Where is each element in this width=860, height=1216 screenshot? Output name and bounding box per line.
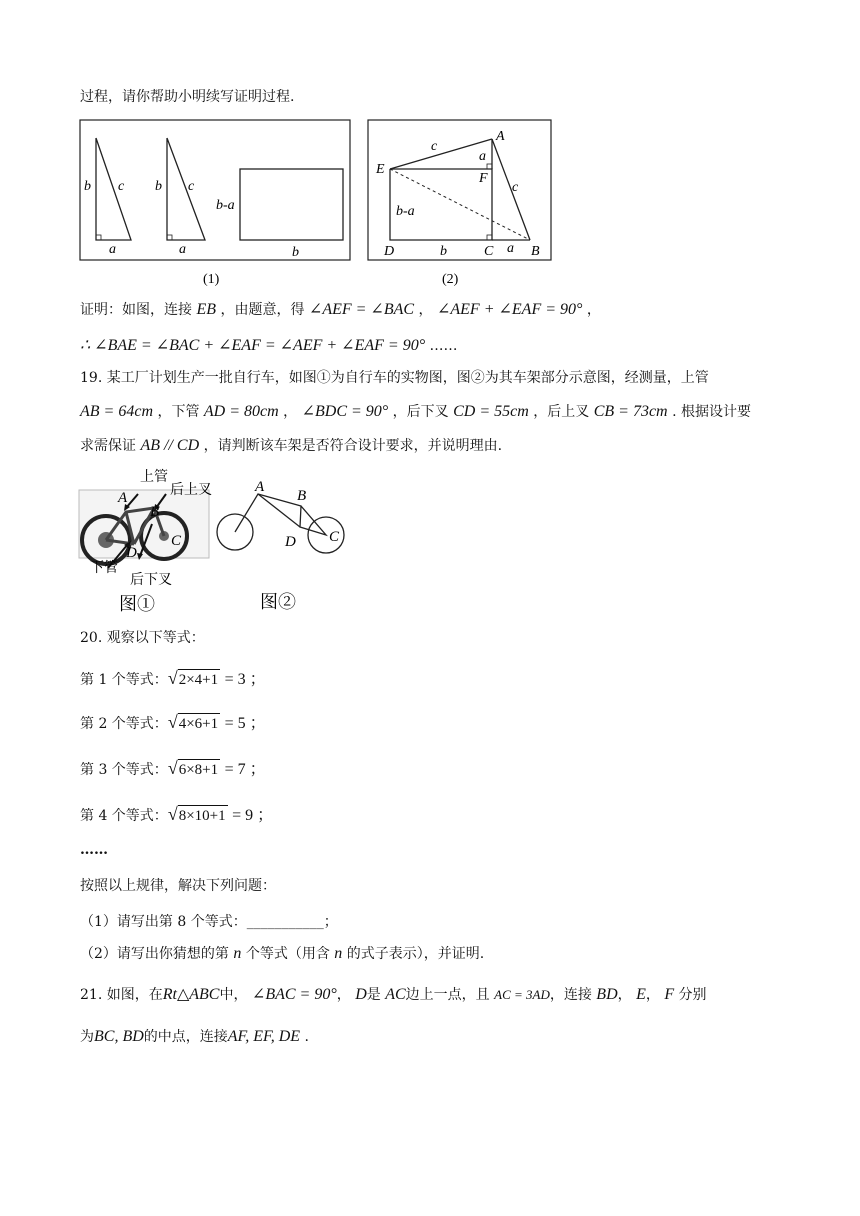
q20-p2a: （2）请写出你猜想的第: [80, 946, 229, 962]
photo-label-top-tube: 上管: [140, 470, 168, 485]
eq3-label: 第 3 个等式：: [80, 762, 168, 778]
q20-part1: （1）请写出第 8 个等式：___________；: [80, 914, 338, 930]
q21-bd: BD: [596, 986, 618, 1003]
q19-line3: [80, 436, 502, 456]
q19-ad: AD = 80cm: [203, 403, 279, 420]
q20-eq-2: 第 2 个等式：√4×6+1 = 5 ；: [80, 712, 266, 732]
q21-line2: [80, 1027, 309, 1047]
q21-e-var: E: [636, 986, 646, 1003]
q21-bcbd: BC, BD: [94, 1028, 144, 1045]
q21-line1: [80, 985, 707, 1005]
fig1-label-c-left: c: [118, 179, 125, 194]
q19-figures: [78, 464, 378, 616]
q20-dots: ……: [80, 842, 108, 858]
schematic-label-D: D: [285, 534, 296, 550]
q21-f-var: F: [664, 986, 675, 1003]
q21-d: D: [355, 986, 367, 1003]
eq2-result: = 5 ；: [224, 715, 266, 732]
eq1-label: 第 1 个等式：: [80, 672, 168, 688]
q21-l2a: 为: [80, 1029, 94, 1045]
q21-d-text: 是: [366, 987, 381, 1003]
figure1-rectangle: [240, 169, 343, 240]
fig1-label-a-left: a: [109, 242, 116, 257]
photo-label-C: C: [171, 533, 182, 549]
q19-ab: AB = 64cm: [80, 403, 153, 420]
q19-t2: ，: [283, 404, 298, 420]
proof-mid: ，由题意，得: [220, 302, 305, 318]
photo-label-rear-upper: 后上叉: [170, 483, 212, 498]
q20-eq-1: 第 1 个等式：√2×4+1 = 3 ；: [80, 668, 266, 688]
q20-part2: [80, 944, 484, 964]
q20-instruction: 按照以上规律，解决下列问题：: [80, 878, 276, 894]
proof-sep: ，: [418, 302, 433, 318]
fig2-label-C: C: [484, 244, 494, 259]
figure1-triangle-right: [167, 138, 205, 240]
q18-proof-line2: [80, 336, 458, 356]
q19-line2: [80, 402, 751, 422]
fig2-label-a-top: a: [479, 149, 486, 164]
figure1-triangle-left: [96, 138, 131, 240]
q19-t1: ，下管: [157, 404, 200, 420]
eq1-radicand: 2×4+1: [178, 669, 220, 690]
q21-g: ，: [617, 987, 632, 1003]
q21-afefde: AF, EF, DE: [227, 1028, 301, 1045]
q21-b: 中，: [219, 987, 248, 1003]
photo-label-rear-lower: 后下叉: [130, 573, 172, 588]
figure1-caption: (1): [203, 272, 220, 287]
q20-p2c: 的式子表示），并证明.: [346, 946, 485, 962]
fig2-label-c-right: c: [512, 180, 519, 195]
fig2-label-D: D: [384, 244, 395, 259]
proof-line2-math: ∴ ∠BAE = ∠BAC + ∠EAF = ∠AEF + ∠EAF = 90°: [80, 337, 426, 354]
q21-a: 21. 如图，在: [80, 987, 163, 1003]
proof-prefix: 证明：如图，连接: [80, 302, 192, 318]
fig2-label-A: A: [496, 129, 505, 144]
q20-eq-4: 第 4 个等式：√8×10+1 = 9 ；: [80, 804, 274, 824]
q19-line1: 19. 某工厂计划生产一批自行车，如图①为自行车的实物图，图②为其车架部分示意图，经测量，上管: [80, 370, 709, 386]
q21-l2c: .: [304, 1029, 309, 1045]
eq4-label: 第 4 个等式：: [80, 808, 168, 824]
q20-p2b: 个等式（用含: [245, 946, 330, 962]
q20-eq-3: 第 3 个等式：√6×8+1 = 7 ；: [80, 758, 266, 778]
q21-h: ，: [645, 987, 660, 1003]
fig1-label-a-right: a: [179, 242, 186, 257]
proof-eb: EB: [196, 301, 216, 318]
eq2-radicand: 4×6+1: [178, 713, 220, 734]
q21-c: ，: [336, 987, 351, 1003]
photo-label-D: D: [126, 545, 137, 561]
caption-figure1: 图①: [119, 594, 155, 614]
photo-label-down-tube: 下管: [90, 561, 118, 576]
schematic-frame: [235, 494, 326, 535]
caption-figure2: 图②: [260, 592, 296, 612]
proof-end: ，: [586, 302, 601, 318]
photo-label-A: A: [118, 490, 128, 506]
q18-intro: 过程，请你帮助小明续写证明过程.: [80, 89, 295, 105]
q19-parallel: AB // CD: [140, 437, 200, 454]
q20-n2: n: [334, 945, 343, 962]
q18-proof-line1: [80, 300, 601, 320]
eq4-radicand: 8×10+1: [178, 805, 228, 826]
q21-ac3ad: AC = 3AD: [494, 987, 550, 1002]
q19-cb: CB = 73cm: [593, 403, 668, 420]
eq4-result: = 9 ；: [232, 807, 274, 824]
fig1-label-b-right: b: [155, 179, 162, 194]
proof-eq2: ∠AEF + ∠EAF = 90°: [436, 301, 583, 318]
q19-bdc: ∠BDC = 90°: [301, 403, 389, 420]
figure2-frame: [368, 120, 551, 260]
photo-label-B: B: [150, 504, 160, 520]
q21-l2b: 的中点，连接: [143, 1029, 228, 1045]
fig1-label-ba: b-a: [216, 198, 235, 213]
eq3-result: = 7 ；: [224, 761, 266, 778]
fig1-label-b-left: b: [84, 179, 91, 194]
q19-t4: ，后上叉: [533, 404, 590, 420]
proof-ellipsis: ……: [429, 338, 458, 354]
q19-cd: CD = 55cm: [453, 403, 529, 420]
eq2-label: 第 2 个等式：: [80, 716, 168, 732]
q19-t3: ，后下叉: [392, 404, 449, 420]
eq3-radicand: 6×8+1: [178, 759, 220, 780]
q21-f-text: ，连接: [549, 987, 592, 1003]
schematic-label-A: A: [255, 479, 265, 495]
fig2-label-ba: b-a: [396, 204, 415, 219]
fig2-label-c-top: c: [431, 139, 438, 154]
schematic-label-C: C: [329, 529, 340, 545]
schematic-label-B: B: [297, 488, 307, 504]
q19-l3b: ，请判断该车架是否符合设计要求，并说明理由.: [203, 438, 503, 454]
fig1-label-b-bottom: b: [292, 245, 299, 260]
q20-title: 20. 观察以下等式：: [80, 630, 205, 646]
fig2-label-F: F: [479, 171, 488, 186]
q20-n1: n: [233, 945, 242, 962]
q21-angle: ∠BAC = 90°: [251, 986, 337, 1003]
q19-t5: . 根据设计要: [672, 404, 751, 420]
q21-i: 分别: [678, 987, 707, 1003]
q18-figures: [78, 118, 554, 290]
q21-ac: AC: [385, 986, 406, 1003]
q21-e-text: 边上一点，且: [405, 987, 490, 1003]
fig2-label-b: b: [440, 244, 447, 259]
q21-rt: Rt△ABC: [162, 986, 220, 1003]
eq1-result: = 3 ；: [224, 671, 266, 688]
fig2-label-B: B: [531, 244, 540, 259]
fig2-label-E: E: [376, 162, 385, 177]
figure2-caption: (2): [442, 272, 459, 287]
proof-eq1: ∠AEF = ∠BAC: [308, 301, 415, 318]
fig2-label-a-bottom: a: [507, 241, 514, 256]
q19-l3a: 求需保证: [80, 438, 136, 454]
fig1-label-c-right: c: [188, 179, 195, 194]
